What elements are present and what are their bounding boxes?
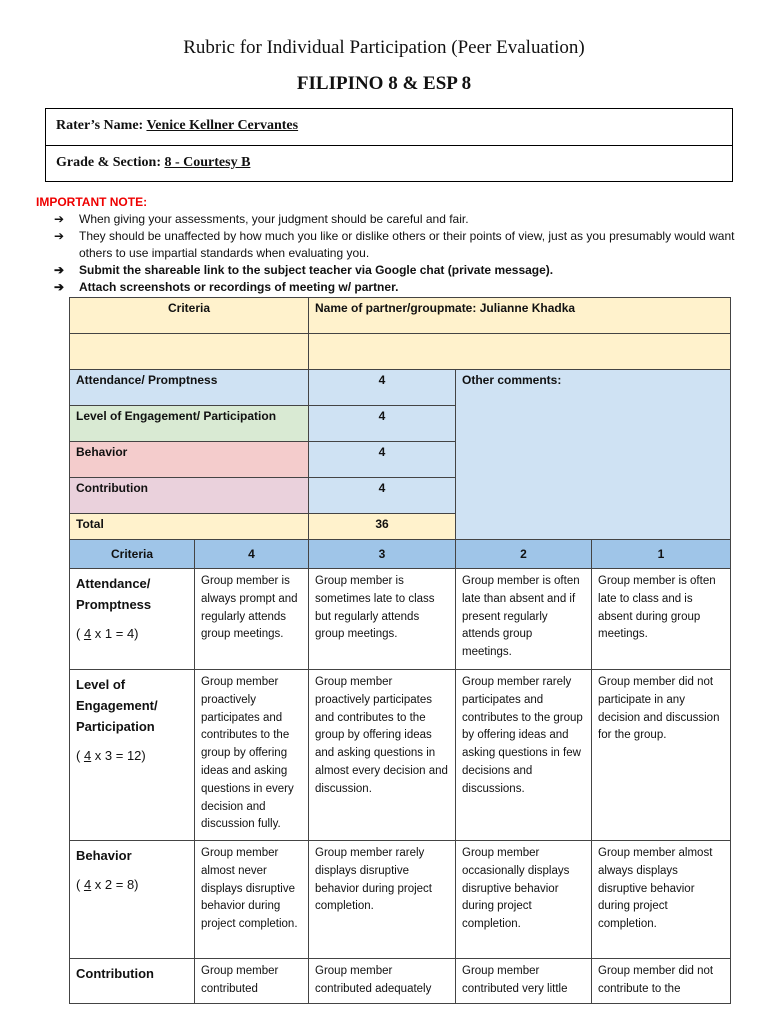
rubric-row: Level of Engagement/ Participation ( 4 x 3 = 12) Group member proactively participates and contributes to the group by offering ideas and asking questions in every decision and discussion fully. Group member proactively participates and contributes to the group by offering ideas and asking questions in almost every decision and discussion. Group member rarely participates and contributes to the group by offering ideas and asking questions in few decisions and discussions. Group member did not participate in any decision and discussion for the group. (70, 670, 731, 841)
note-heading: IMPORTANT NOTE: (36, 195, 148, 209)
rubric-header: 1 (592, 540, 731, 569)
summary-score[interactable]: 4 (309, 478, 456, 514)
rubric-header: 2 (456, 540, 592, 569)
rubric-table (69, 539, 731, 1004)
total-label: Total (70, 514, 309, 550)
rater-info-box (45, 108, 733, 182)
arrow-icon: ➔ (54, 280, 65, 294)
summary-score[interactable]: 4 (309, 370, 456, 406)
grade-section-row: Grade & Section: 8 - Courtesy B (46, 145, 732, 181)
arrow-icon: ➔ (54, 212, 65, 226)
summary-label: Behavior (70, 442, 309, 478)
note-item: ➔ Submit the shareable link to the subject teacher via Google chat (private message). (54, 263, 554, 277)
criteria-header: Criteria (70, 298, 309, 334)
note-item: ➔ When giving your assessments, your judgment should be careful and fair. (54, 212, 469, 226)
rubric-header: 3 (309, 540, 456, 569)
note-item: ➔ They should be unaffected by how much you like or dislike others or their points of view, just as you presumably would want others to use impartial standards when evaluating you. (54, 229, 735, 260)
rater-name-value: Venice Kellner Cervantes (146, 118, 299, 133)
rubric-header: Criteria (70, 540, 195, 569)
summary-label: Level of Engagement/ Participation (70, 406, 309, 442)
total-value: 36 (309, 514, 456, 550)
summary-score[interactable]: 4 (309, 442, 456, 478)
summary-label: Contribution (70, 478, 309, 514)
score-summary-table (69, 297, 731, 550)
partner-name-header: Name of partner/groupmate: Julianne Khadka (309, 298, 731, 334)
rubric-row: Contribution Group member contributed Group member contributed adequately Group member contributed very little Group member did not contribute to the (70, 959, 731, 1004)
grade-section-value: 8 - Courtesy B (164, 155, 251, 170)
rater-name-row: Rater’s Name: Venice Kellner Cervantes (56, 118, 299, 133)
summary-score[interactable]: 4 (309, 406, 456, 442)
rubric-row: Behavior ( 4 x 2 = 8) Group member almost never displays disruptive behavior during project completion. Group member rarely displays disruptive behavior during project completion. Group member occasionally displays disruptive behavior during project completion. Group member almost always displays disruptive behavior during project completion. (70, 841, 731, 959)
note-item: ➔ Attach screenshots or recordings of meeting w/ partner. (54, 280, 399, 294)
important-note (36, 194, 736, 296)
summary-label: Attendance/ Promptness (70, 370, 309, 406)
document-title: Rubric for Individual Participation (Peer Evaluation) (183, 37, 585, 58)
subject-title: FILIPINO 8 & ESP 8 (296, 73, 472, 94)
arrow-icon: ➔ (54, 229, 65, 243)
arrow-icon: ➔ (54, 263, 65, 277)
other-comments[interactable]: Other comments: (456, 370, 731, 550)
rubric-header: 4 (195, 540, 309, 569)
rubric-row: Attendance/ Promptness ( 4 x 1 = 4) Group member is always prompt and regularly attends group meetings. Group member is sometimes late to class but regularly attends group meetings. Group member is often late than absent and if present regularly attends group meetings. Group member is often late to class and is absent during group meetings. (70, 569, 731, 670)
